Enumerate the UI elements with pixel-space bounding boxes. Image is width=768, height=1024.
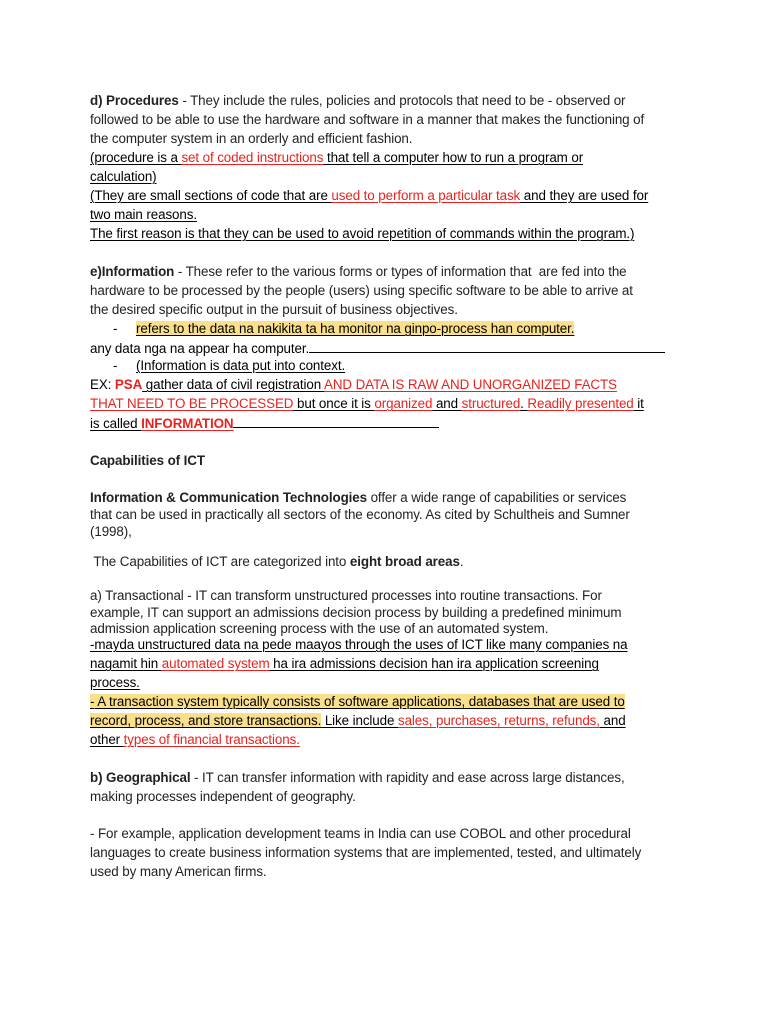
note-red-text: AND DATA IS RAW AND UNORGANIZED FACTS (323, 377, 617, 392)
geographical-example-line-2 (90, 843, 641, 862)
note-text: The first reason is that they can be used to avoid repetition of commands within the program.) (90, 226, 635, 241)
note-text: calculation) (90, 169, 157, 184)
note-text: EX: (90, 377, 115, 392)
information-example-line-3 (90, 413, 439, 432)
capabilities-intro-line-3 (90, 522, 132, 541)
transactional-note-1 (90, 635, 628, 654)
geographical-line-1 (90, 768, 625, 787)
note-text: (They are small sections of code that are (90, 188, 332, 203)
capabilities-heading: Capabilities of ICT (90, 453, 205, 468)
note-red-text: sales, purchases, returns, refunds, (397, 713, 600, 728)
procedures-text: the computer system in an orderly and efficient fashion. (90, 131, 413, 146)
note-text: nagamit hin (90, 656, 162, 671)
information-paragraph-line-2 (90, 281, 633, 300)
transactional-note-2 (90, 654, 599, 673)
procedures-paragraph-line-1 (90, 91, 625, 110)
note-red-text: used to perform a particular task (331, 188, 521, 203)
transactional-note-6 (90, 730, 300, 749)
note-text: other (90, 732, 124, 747)
procedures-paragraph-line-3 (90, 129, 412, 148)
example-text: used by many American firms. (90, 864, 267, 879)
note-red-text: organized (374, 396, 433, 411)
note-text: ha ira admissions decision han ira application screening (269, 656, 599, 671)
note-text: that tell a computer how to run a program or (323, 150, 584, 165)
note-text: any data nga na appear ha computer. (90, 341, 310, 356)
information-bullet-2 (136, 356, 345, 375)
note-text: (procedure is a (90, 150, 182, 165)
note-text: . (520, 396, 528, 411)
underline-rule (309, 338, 665, 353)
note-text: and (432, 396, 462, 411)
intro-text: that can be used in practically all sectors of the economy. As cited by Schultheis and Sumner (90, 507, 630, 522)
capabilities-intro-line-2 (90, 505, 630, 524)
note-red-text: set of coded instructions (181, 150, 324, 165)
note-text: Like include (321, 713, 398, 728)
note-text: -mayda unstructured data na pede maayos through the uses of ICT like many companies na (90, 637, 628, 652)
transactional-note-5 (90, 711, 626, 730)
geographical-text: making processes independent of geography. (90, 789, 356, 804)
geographical-line-2 (90, 787, 356, 806)
information-paragraph-line-1 (90, 262, 627, 281)
procedures-note-2-line-2 (90, 205, 197, 224)
information-label: INFORMATION (141, 416, 234, 431)
transactional-text: example, IT can support an admissions decision process by building a predefined minimum (90, 605, 622, 620)
eight-broad-areas: eight broad areas (349, 554, 460, 569)
procedures-note-1-line-2 (90, 167, 157, 186)
information-example-line-2 (90, 394, 644, 413)
geographical-example-line-1 (90, 824, 631, 843)
note-red-text: THAT NEED TO BE PROCESSED (90, 396, 294, 411)
example-text: languages to create business information systems that are implemented, tested, and ultimately (90, 845, 642, 860)
transactional-text: a) Transactional - IT can transform unstructured processes into routine transactions. For (90, 588, 602, 603)
geographical-heading: b) Geographical (90, 770, 191, 785)
procedures-text: - They include the rules, policies and protocols that need to be - observed or (178, 93, 626, 108)
information-bullet-1 (136, 319, 574, 338)
procedures-note-3 (90, 224, 634, 243)
bullet-dash: - (113, 321, 118, 336)
underline-rule (233, 413, 439, 428)
procedures-note-2 (90, 186, 648, 205)
information-paragraph-line-3 (90, 300, 458, 319)
note-red-text: automated system (161, 656, 270, 671)
procedures-note-1 (90, 148, 583, 167)
note-text: (Information is data put into context. (136, 358, 346, 373)
intro-text: offer a wide range of capabilities or services (366, 490, 627, 505)
note-red-text: types of financial transactions. (123, 732, 300, 747)
note-text: it (633, 396, 644, 411)
information-text: the desired specific output in the pursuit of business objectives. (90, 302, 458, 317)
information-line-any-data (90, 338, 665, 357)
categories-text: The Capabilities of ICT are categorized into (90, 554, 350, 569)
note-red-text: Readily presented (527, 396, 634, 411)
note-red-text: structured (461, 396, 521, 411)
example-text: - For example, application development teams in India can use COBOL and other procedural (90, 826, 631, 841)
highlighted-note: refers to the data na nakikita ta ha monitor na ginpo-process han computer. (136, 321, 575, 336)
categories-text: . (459, 554, 464, 569)
note-text: and (599, 713, 626, 728)
geographical-example-line-3 (90, 862, 267, 881)
note-text: two main reasons. (90, 207, 197, 222)
highlighted-note: A transaction system typically consists of software applications, databases that are used to (94, 694, 625, 709)
transactional-text: admission application screening process with the use of an automated system. (90, 621, 549, 636)
transactional-note-3 (90, 673, 140, 692)
highlighted-note: record, process, and store transactions. (90, 713, 322, 728)
ict-term: Information & Communication Technologies (90, 490, 367, 505)
information-heading: e)Information (90, 264, 175, 279)
intro-text: (1998), (90, 524, 132, 539)
capabilities-categories (90, 552, 463, 571)
procedures-heading: d) Procedures (90, 93, 179, 108)
highlighted-note: - (90, 694, 95, 709)
information-example-line-1 (90, 375, 617, 394)
note-text: is called (90, 416, 142, 431)
note-text: but once it is (293, 396, 375, 411)
bullet-dash: - (113, 358, 118, 373)
note-text: and they are used for (520, 188, 649, 203)
information-text: - These refer to the various forms or types of information that are fed into the (174, 264, 627, 279)
psa-label: PSA (114, 377, 143, 392)
procedures-paragraph-line-2 (90, 110, 644, 129)
geographical-text: - IT can transfer information with rapidity and ease across large distances, (190, 770, 625, 785)
note-text: process. (90, 675, 140, 690)
note-text: gather data of civil registration (142, 377, 324, 392)
procedures-text: followed to be able to use the hardware and software in a manner that makes the functioning of (90, 112, 645, 127)
information-text: hardware to be processed by the people (users) using specific software to be able to arrive at (90, 283, 633, 298)
transactional-note-4 (90, 692, 625, 711)
